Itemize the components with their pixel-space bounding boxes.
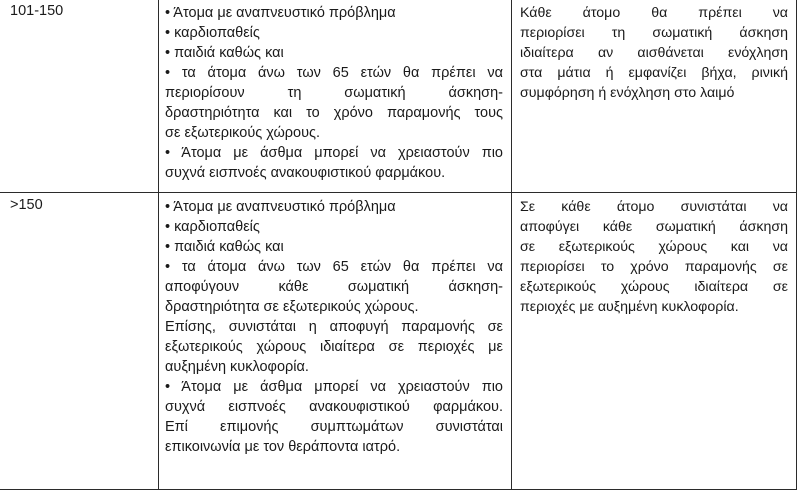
text-line: • καρδιοπαθείς <box>165 25 260 41</box>
text-line: • καρδιοπαθείς <box>165 219 260 235</box>
text-line: • Άτομα με αναπνευστικό πρόβλημα <box>165 5 396 21</box>
text-line: συχνά εισπνοές ανακουφιστικού φαρμάκου. <box>165 165 446 181</box>
text-line: επικοινωνία με τον θεράποντα ιατρό. <box>165 439 401 455</box>
text-line: • Άτομα με άσθμα μπορεί να χρειαστούν πιο <box>165 145 503 161</box>
text-line: σε εξωτερικούς χώρους. <box>165 125 321 141</box>
text-line: αυξημένη κυκλοφορία. <box>165 359 309 375</box>
recommendation-cell <box>512 193 797 490</box>
text-line: εξωτερικούς χώρους ιδιαίτερα σε <box>520 279 788 295</box>
text-line: περιοχές με αυξημένη κυκλοφορία. <box>520 299 739 315</box>
text-line: στα μάτια ή εμφανίζει βήχα, ρινική <box>520 65 788 81</box>
text-line: συμφόρηση ή ενόχληση στο λαιμό <box>520 85 735 101</box>
text-line: δραστηριότητα και το χρόνο παραμονής τους <box>165 105 503 121</box>
index-range-cell <box>0 193 159 490</box>
text-line: • παιδιά καθώς και <box>165 45 284 61</box>
text-line: σε εξωτερικούς χώρους και να <box>520 239 788 255</box>
text-line: δραστηριότητα σε εξωτερικούς χώρους. <box>165 299 419 315</box>
text-line: • Άτομα με αναπνευστικό πρόβλημα <box>165 199 396 215</box>
text-line: περιορίσουν τη σωματική άσκηση- <box>165 85 503 101</box>
index-range-label: >150 <box>10 197 43 213</box>
text-line: • Άτομα με άσθμα μπορεί να χρειαστούν πιο <box>165 379 503 395</box>
index-range-label: 101-150 <box>10 3 64 19</box>
text-line: Επί επιμονής συμπτωμάτων συνιστάται <box>165 419 503 435</box>
text-line: • παιδιά καθώς και <box>165 239 284 255</box>
text-line: αποφύγει κάθε σωματική άσκηση <box>520 219 788 235</box>
text-line: περιορίσει το χρόνο παραμονής σε <box>520 259 788 275</box>
text-line: • τα άτομα άνω των 65 ετών θα πρέπει να <box>165 259 503 275</box>
sensitive-groups-cell <box>159 193 512 490</box>
text-line: Σε κάθε άτομο συνιστάται να <box>520 199 788 215</box>
recommendation-cell <box>512 0 797 193</box>
text-line: περιορίσει τη σωματική άσκηση <box>520 25 788 41</box>
table-row <box>0 0 797 193</box>
sensitive-groups-cell <box>159 0 512 193</box>
text-line: αποφύγουν κάθε σωματική άσκηση- <box>165 279 503 295</box>
table-row <box>0 193 797 490</box>
text-line: ιδιαίτερα αν αισθάνεται ενόχληση <box>520 45 788 61</box>
text-line: Επίσης, συνιστάται η αποφυγή παραμονής σε <box>165 319 503 335</box>
text-line: • τα άτομα άνω των 65 ετών θα πρέπει να <box>165 65 503 81</box>
text-line: συχνά εισπνοές ανακουφιστικού φαρμάκου. <box>165 399 503 415</box>
index-range-cell <box>0 0 159 193</box>
text-line: Κάθε άτομο θα πρέπει να <box>520 5 788 21</box>
text-line: εξωτερικούς χώρους ιδιαίτερα σε περιοχές με <box>165 339 503 355</box>
